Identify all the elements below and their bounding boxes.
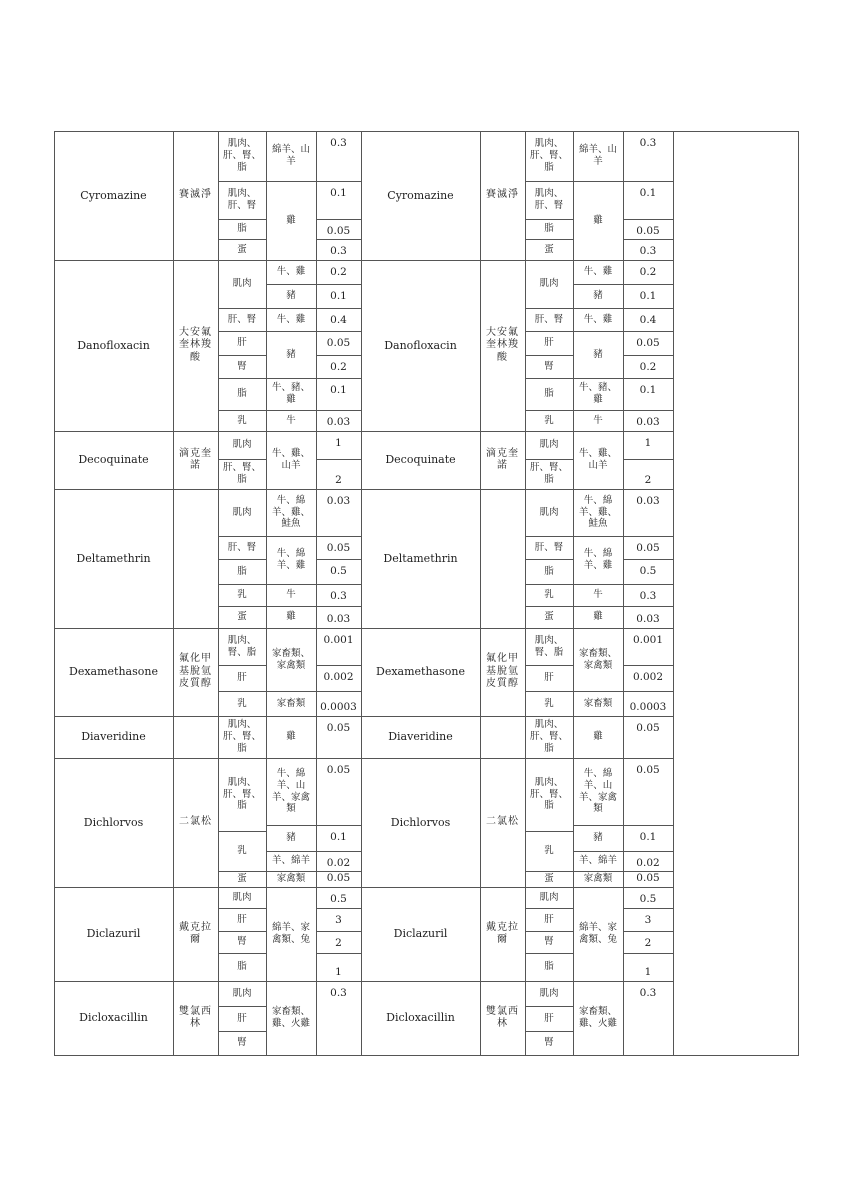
tissue-cell: 脂 xyxy=(237,388,247,400)
species-cell: 牛、雞 xyxy=(276,313,306,325)
species-cell: 家畜類、 雞、火雞 xyxy=(271,1006,310,1029)
limit-value: 0.05 xyxy=(326,225,351,237)
tissue-cell: 肌肉 xyxy=(539,506,559,518)
limit-value: 0.05 xyxy=(636,337,660,349)
tissue-cell: 脂 xyxy=(544,388,554,400)
species-cell: 牛、雞 xyxy=(583,266,613,278)
limit-value: 0.05 xyxy=(636,871,660,884)
tissue-cell: 乳 xyxy=(544,589,554,601)
species-cell: 綿羊、家 禽類、兔 xyxy=(271,922,310,945)
limit-value: 0.03 xyxy=(326,415,351,428)
limit-value: 3 xyxy=(644,914,652,926)
limit-value: 0.03 xyxy=(326,612,351,625)
drug-chinese-name xyxy=(480,716,525,758)
limit-value: 0.05 xyxy=(326,722,351,734)
drug-name: Dichlorvos xyxy=(390,815,451,829)
tissue-cell: 肝 xyxy=(544,672,554,684)
tissue-cell: 乳 xyxy=(544,414,554,426)
limit-value: 0.03 xyxy=(636,495,660,507)
drug-name: Danofloxacin xyxy=(77,338,150,352)
drug-chinese-name xyxy=(173,489,218,628)
drug-name: Decoquinate xyxy=(385,453,456,467)
tissue-cell: 腎 xyxy=(237,936,247,948)
limit-value: 0.02 xyxy=(636,857,660,869)
tissue-cell: 乳 xyxy=(237,589,247,601)
species-cell: 雞 xyxy=(286,214,296,226)
species-cell: 家禽類 xyxy=(583,873,613,885)
species-cell: 羊、綿羊 xyxy=(578,855,617,867)
table-rule xyxy=(54,1055,361,1056)
tissue-cell: 脂 xyxy=(237,961,247,973)
tissue-cell: 腎 xyxy=(544,360,554,372)
tissue-cell: 蛋 xyxy=(237,611,247,623)
limit-value: 0.05 xyxy=(636,722,660,734)
limit-value: 0.0003 xyxy=(320,700,357,713)
species-cell: 家禽類 xyxy=(276,873,306,885)
species-cell: 家畜類、 雞、火雞 xyxy=(578,1006,617,1029)
tissue-cell: 肝、腎 xyxy=(227,541,257,553)
limit-value: 0.05 xyxy=(636,764,660,776)
tissue-cell: 肝 xyxy=(544,1012,554,1024)
species-cell: 牛、綿 羊、雞、 鮭魚 xyxy=(271,494,310,530)
drug-name: Dexamethasone xyxy=(376,665,465,679)
species-cell: 雞 xyxy=(593,611,603,623)
tissue-cell: 乳 xyxy=(237,697,247,709)
tissue-cell: 脂 xyxy=(237,565,247,577)
limit-value: 1 xyxy=(644,965,652,978)
drug-chinese-name: 大安氟 奎林羧 酸 xyxy=(179,326,212,363)
species-cell: 牛 xyxy=(593,589,603,601)
drug-chinese-name xyxy=(173,716,218,758)
tissue-cell: 肌肉、 肝、腎、 脂 xyxy=(222,719,261,754)
drug-name: Diclazuril xyxy=(86,927,141,941)
limit-value: 0.1 xyxy=(330,384,347,396)
drug-chinese-name: 賽滅淨 xyxy=(179,189,212,201)
limit-value: 0.4 xyxy=(330,314,347,326)
limit-value: 0.2 xyxy=(330,361,347,373)
residue-limit-table xyxy=(54,131,798,1055)
tissue-cell: 肌肉 xyxy=(232,891,252,903)
limit-value: 0.5 xyxy=(330,893,347,905)
drug-name: Dicloxacillin xyxy=(79,1011,148,1025)
tissue-cell: 肌肉 xyxy=(539,439,559,451)
limit-value: 0.03 xyxy=(326,495,351,507)
species-cell: 家畜類、 家禽類 xyxy=(578,647,617,671)
species-cell: 雞 xyxy=(286,731,296,743)
limit-value: 0.05 xyxy=(326,542,351,554)
species-cell: 牛、綿 羊、雞 xyxy=(583,548,613,571)
tissue-cell: 肝、腎 xyxy=(534,541,564,553)
tissue-cell: 肝 xyxy=(237,672,247,684)
tissue-cell: 腎 xyxy=(237,360,247,372)
tissue-cell: 乳 xyxy=(544,845,554,857)
drug-chinese-name: 賽滅淨 xyxy=(486,189,519,201)
limit-value: 0.05 xyxy=(636,542,660,554)
tissue-cell: 脂 xyxy=(544,565,554,577)
species-cell: 家畜類 xyxy=(276,697,306,709)
species-cell: 雞 xyxy=(593,731,603,743)
limit-value: 0.3 xyxy=(330,137,347,149)
limit-value: 0.05 xyxy=(326,337,351,349)
tissue-cell: 脂 xyxy=(544,223,554,235)
limit-value: 0.1 xyxy=(330,290,347,302)
limit-value: 0.02 xyxy=(326,857,351,869)
tissue-cell: 肝 xyxy=(544,913,554,925)
drug-chinese-name: 雙氯西 林 xyxy=(179,1005,212,1029)
tissue-cell: 肌肉 xyxy=(539,987,559,999)
limit-value: 0.001 xyxy=(323,634,354,646)
limit-value: 1 xyxy=(335,965,342,978)
table-rule xyxy=(361,1055,673,1056)
species-cell: 綿羊、家 禽類、兔 xyxy=(578,922,617,945)
limit-value: 0.3 xyxy=(639,137,657,149)
limit-value: 0.1 xyxy=(639,290,657,302)
species-cell: 豬 xyxy=(593,290,603,302)
tissue-cell: 肌肉、 肝、腎、 脂 xyxy=(529,138,568,173)
limit-value: 0.1 xyxy=(639,187,657,199)
drug-name: Deltamethrin xyxy=(76,551,151,565)
tissue-cell: 蛋 xyxy=(544,243,554,255)
species-cell: 牛、綿 羊、雞 xyxy=(276,548,306,571)
drug-chinese-name: 二氯松 xyxy=(486,816,519,828)
drug-name: Deltamethrin xyxy=(383,551,458,565)
drug-chinese-name: 大安氟 奎林羧 酸 xyxy=(486,326,519,363)
tissue-cell: 肌肉 xyxy=(539,891,559,903)
drug-name: Diclazuril xyxy=(393,927,448,941)
tissue-cell: 肝 xyxy=(237,337,247,349)
tissue-cell: 肌肉、 肝、腎 xyxy=(534,188,564,211)
species-cell: 雞 xyxy=(593,214,603,226)
species-cell: 豬 xyxy=(286,290,296,302)
tissue-cell: 蛋 xyxy=(237,873,247,885)
drug-chinese-name: 雙氯西 林 xyxy=(486,1005,519,1029)
drug-name: Cyromazine xyxy=(80,188,147,202)
limit-value: 1 xyxy=(335,437,342,449)
tissue-cell: 肝 xyxy=(544,337,554,349)
species-cell: 牛、雞、 山羊 xyxy=(271,448,310,471)
drug-chinese-name: 氟化甲 基脫氫 皮質醇 xyxy=(486,653,519,690)
tissue-cell: 腎 xyxy=(544,936,554,948)
drug-chinese-name: 二氯松 xyxy=(179,816,212,828)
limit-value: 0.03 xyxy=(636,612,660,625)
limit-value: 0.3 xyxy=(639,987,657,999)
drug-chinese-name: 滴克奎 諾 xyxy=(179,447,212,471)
tissue-cell: 脂 xyxy=(237,223,247,235)
species-cell: 豬 xyxy=(286,832,296,844)
limit-value: 0.05 xyxy=(326,764,351,776)
species-cell: 羊、綿羊 xyxy=(271,855,310,867)
tissue-cell: 肌肉 xyxy=(232,506,252,518)
limit-value: 0.1 xyxy=(639,384,657,396)
species-cell: 牛、綿 羊、山 羊、家禽 類 xyxy=(271,767,310,815)
species-cell: 牛、雞 xyxy=(276,266,306,278)
species-cell: 豬 xyxy=(593,832,603,844)
drug-name: Diaveridine xyxy=(388,730,453,744)
limit-value: 0.3 xyxy=(639,590,657,602)
species-cell: 牛、雞 xyxy=(583,313,613,325)
limit-value: 0.0003 xyxy=(629,700,667,713)
tissue-cell: 乳 xyxy=(237,414,247,426)
tissue-cell: 腎 xyxy=(544,1037,554,1049)
species-cell: 牛、綿 羊、山 羊、家禽 類 xyxy=(578,767,617,815)
drug-name: Dichlorvos xyxy=(83,815,144,829)
limit-value: 2 xyxy=(644,473,652,486)
limit-value: 0.001 xyxy=(632,634,664,646)
tissue-cell: 肌肉 xyxy=(539,278,559,290)
limit-value: 0.3 xyxy=(330,590,347,602)
limit-value: 0.1 xyxy=(330,187,347,199)
tissue-cell: 肌肉、 肝、腎、 脂 xyxy=(529,776,568,812)
tissue-cell: 肌肉 xyxy=(232,987,252,999)
limit-value: 0.05 xyxy=(636,225,660,237)
tissue-cell: 蛋 xyxy=(544,611,554,623)
species-cell: 牛、雞、 山羊 xyxy=(578,448,617,471)
drug-name: Diaveridine xyxy=(81,730,146,744)
limit-value: 1 xyxy=(644,437,652,449)
tissue-cell: 肌肉、 肝、腎、 脂 xyxy=(222,776,261,812)
species-cell: 牛 xyxy=(593,414,603,426)
tissue-cell: 腎 xyxy=(237,1037,247,1049)
limit-value: 0.2 xyxy=(639,361,657,373)
tissue-cell: 肝、腎 xyxy=(534,313,564,325)
species-cell: 綿羊、山 羊 xyxy=(271,144,310,167)
limit-value: 0.2 xyxy=(330,266,347,278)
drug-chinese-name: 氟化甲 基脫氫 皮質醇 xyxy=(179,653,212,690)
species-cell: 牛 xyxy=(286,589,296,601)
tissue-cell: 肌肉、 肝、腎、 脂 xyxy=(529,719,568,754)
limit-value: 2 xyxy=(644,937,652,949)
limit-value: 0.1 xyxy=(639,831,657,843)
drug-name: Danofloxacin xyxy=(384,338,457,352)
tissue-cell: 乳 xyxy=(544,697,554,709)
tissue-cell: 蛋 xyxy=(544,873,554,885)
tissue-cell: 肌肉、 腎、脂 xyxy=(227,634,257,658)
tissue-cell: 肌肉、 腎、脂 xyxy=(534,634,564,658)
tissue-cell: 脂 xyxy=(544,961,554,973)
limit-value: 0.5 xyxy=(639,565,657,577)
limit-value: 0.4 xyxy=(639,314,657,326)
drug-name: Dexamethasone xyxy=(69,665,158,679)
limit-value: 0.002 xyxy=(323,671,354,683)
table-rule xyxy=(673,131,674,1055)
drug-chinese-name: 戴克拉 爾 xyxy=(179,921,212,945)
tissue-cell: 肝、腎、 脂 xyxy=(222,462,261,485)
limit-value: 2 xyxy=(335,937,342,949)
species-cell: 豬 xyxy=(593,348,603,360)
species-cell: 牛、豬、 雞 xyxy=(578,382,617,405)
species-cell: 綿羊、山 羊 xyxy=(578,144,617,167)
tissue-cell: 肝 xyxy=(237,1012,247,1024)
limit-value: 0.3 xyxy=(639,244,657,257)
species-cell: 牛、豬、 雞 xyxy=(271,382,310,405)
limit-value: 2 xyxy=(335,473,342,486)
tissue-cell: 肝、腎、 脂 xyxy=(529,462,568,485)
table-rule xyxy=(798,131,799,1056)
tissue-cell: 肝 xyxy=(237,913,247,925)
tissue-cell: 肌肉、 肝、腎 xyxy=(227,188,257,211)
drug-name: Dicloxacillin xyxy=(386,1011,455,1025)
limit-value: 0.5 xyxy=(639,893,657,905)
limit-value: 0.5 xyxy=(330,565,347,577)
species-cell: 豬 xyxy=(286,348,296,360)
tissue-cell: 蛋 xyxy=(237,243,247,255)
tissue-cell: 肌肉、 肝、腎、 脂 xyxy=(222,138,261,173)
limit-value: 0.002 xyxy=(632,671,664,683)
drug-name: Cyromazine xyxy=(387,188,454,202)
drug-chinese-name: 戴克拉 爾 xyxy=(486,921,519,945)
limit-value: 0.3 xyxy=(330,244,347,257)
tissue-cell: 肌肉 xyxy=(232,439,252,451)
species-cell: 牛、綿 羊、雞、 鮭魚 xyxy=(578,494,617,530)
limit-value: 3 xyxy=(335,914,342,926)
species-cell: 家畜類 xyxy=(583,697,613,709)
drug-chinese-name xyxy=(480,489,525,628)
drug-chinese-name: 滴克奎 諾 xyxy=(486,447,519,471)
species-cell: 家畜類、 家禽類 xyxy=(271,647,310,671)
limit-value: 0.2 xyxy=(639,266,657,278)
limit-value: 0.1 xyxy=(330,831,347,843)
drug-name: Decoquinate xyxy=(78,453,149,467)
species-cell: 雞 xyxy=(286,611,296,623)
tissue-cell: 乳 xyxy=(237,845,247,857)
limit-value: 0.05 xyxy=(326,871,351,884)
species-cell: 牛 xyxy=(286,414,296,426)
limit-value: 0.03 xyxy=(636,415,660,428)
limit-value: 0.3 xyxy=(330,987,347,999)
tissue-cell: 肌肉 xyxy=(232,278,252,290)
tissue-cell: 肝、腎 xyxy=(227,313,257,325)
